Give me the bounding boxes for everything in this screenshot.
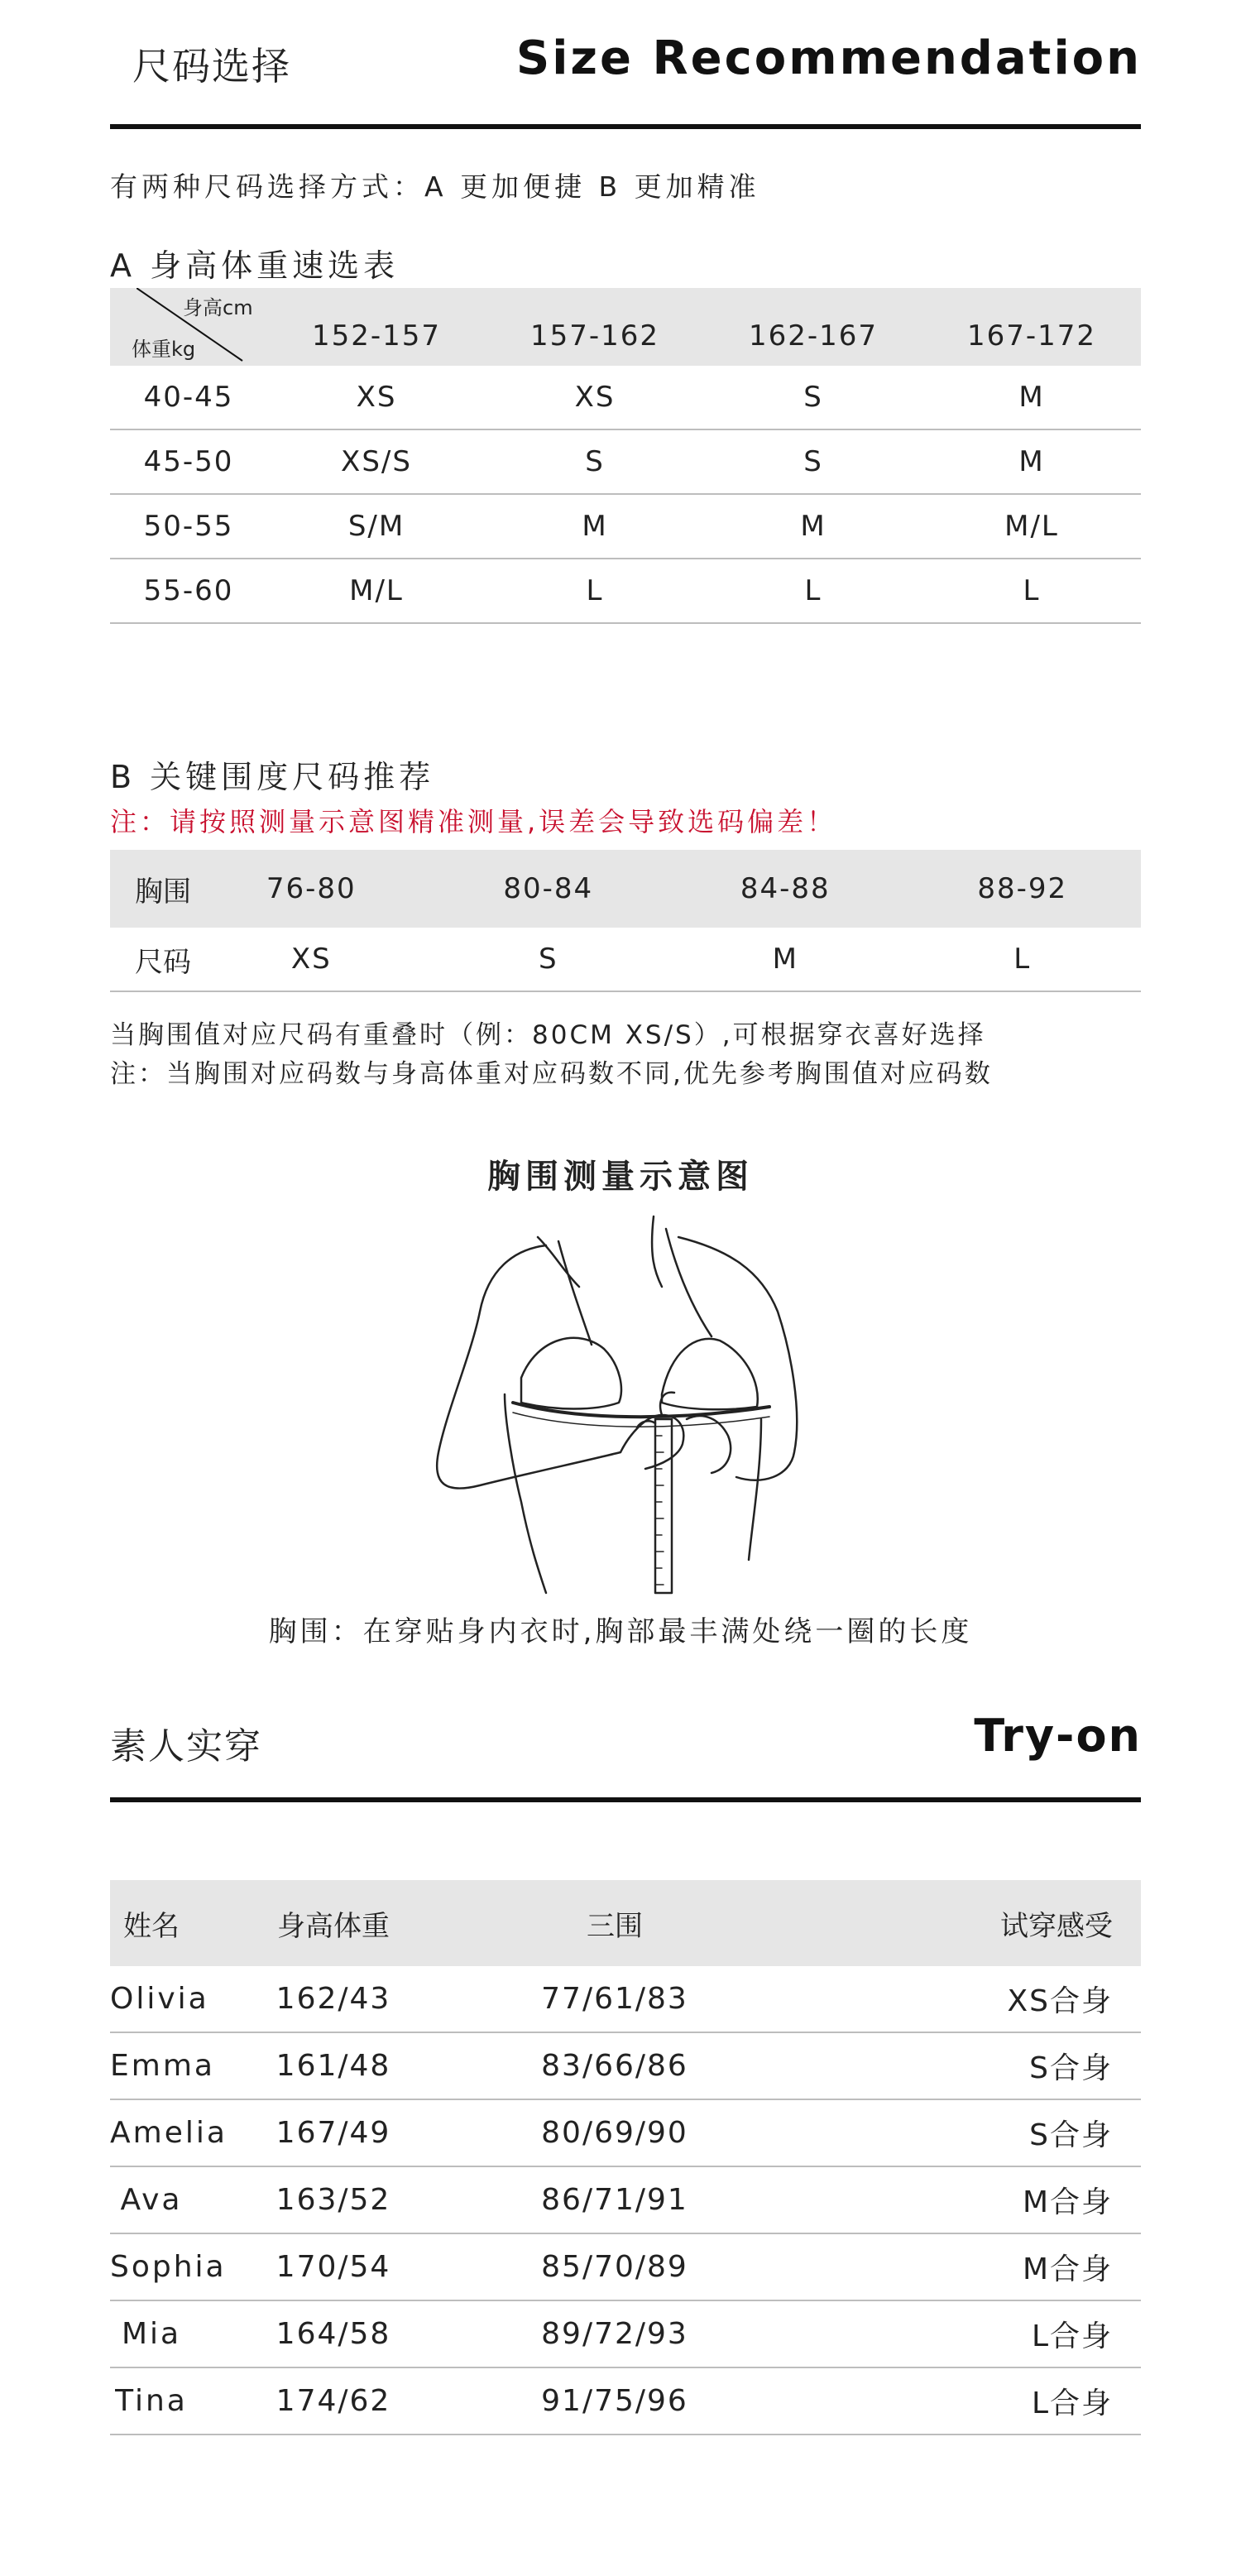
bust-range-cell: 88-92: [977, 872, 1068, 905]
fit-feedback: S合身: [1029, 2051, 1113, 2085]
bust-range-cell: 76-80: [266, 872, 357, 905]
column-header: 162-167: [748, 319, 879, 353]
measurements: 77/61/83: [541, 1982, 688, 2016]
section-title-cn: 尺码选择: [132, 44, 291, 89]
size-cell: L: [586, 574, 604, 607]
size-cell: L: [1013, 943, 1032, 976]
size-cell: L: [1023, 574, 1041, 607]
measurements: 86/71/91: [541, 2183, 688, 2217]
table-header: [110, 288, 1141, 366]
bust-range-cell: 80-84: [503, 872, 594, 905]
tester-name: Olivia: [110, 1982, 209, 2016]
table-row: [110, 366, 1141, 430]
table-row: [110, 2100, 1141, 2167]
corner-label-weight: 体重kg: [132, 338, 196, 361]
height-weight: 164/58: [276, 2317, 391, 2351]
tester-name: Tina: [115, 2384, 188, 2418]
height-weight: 174/62: [276, 2384, 391, 2418]
tester-name: Ava: [120, 2183, 183, 2217]
tester-name: Amelia: [110, 2116, 228, 2150]
size-cell: S: [585, 445, 605, 478]
tryon-divider: [110, 1797, 1141, 1802]
table-row: [110, 2301, 1141, 2368]
size-cell: S: [803, 445, 823, 478]
column-header: 152-157: [311, 319, 442, 353]
intro-text: 有两种尺码选择方式：A 更加便捷 B 更加精准: [110, 170, 760, 203]
column-header: 姓名: [123, 1909, 180, 1943]
overlap-note: 当胸围值对应尺码有重叠时（例：80CM XS/S）,可根据穿衣喜好选择: [110, 1020, 986, 1050]
header-divider: [110, 124, 1141, 129]
size-cell: XS: [356, 381, 397, 414]
table-row: [110, 2234, 1141, 2301]
table-row: [110, 928, 1141, 992]
tryon-table: [110, 1880, 1141, 2435]
bust-size-table: [110, 850, 1141, 992]
table-row: [110, 1966, 1141, 2033]
fit-feedback: L合身: [1031, 2387, 1113, 2420]
measurements: 80/69/90: [541, 2116, 688, 2150]
table-row: [110, 430, 1141, 495]
table-row: [110, 850, 1141, 928]
fit-feedback: XS合身: [1007, 1984, 1113, 2018]
table-header: [110, 1880, 1141, 1966]
fit-feedback: S合身: [1029, 2118, 1113, 2152]
tester-name: Emma: [110, 2049, 215, 2083]
size-cell: L: [804, 574, 822, 607]
height-weight: 163/52: [276, 2183, 391, 2217]
fit-feedback: M合身: [1022, 2252, 1113, 2286]
size-cell: M: [1018, 381, 1045, 414]
height-weight: 170/54: [276, 2250, 391, 2284]
size-cell: M: [1018, 445, 1045, 478]
column-header: 三围: [587, 1909, 643, 1943]
table-row: [110, 559, 1141, 624]
size-cell: XS/S: [341, 445, 412, 478]
column-header: 157-162: [529, 319, 660, 353]
size-cell: S: [803, 381, 823, 414]
measurement-warning: 注：请按照测量示意图精准测量,误差会导致选码偏差！: [110, 806, 837, 837]
column-header: 167-172: [966, 319, 1097, 353]
size-cell: XS: [290, 943, 332, 976]
column-header: 身高体重: [277, 1909, 390, 1943]
measurements: 89/72/93: [541, 2317, 688, 2351]
table-row: [110, 2167, 1141, 2234]
measurements: 83/66/86: [541, 2049, 688, 2083]
section-b-title: B 关键围度尺码推荐: [110, 759, 435, 795]
tryon-title-en: Try-on: [974, 1710, 1142, 1762]
diagram-title: 胸围测量示意图: [487, 1158, 754, 1196]
tryon-title-cn: 素人实穿: [110, 1725, 262, 1768]
row-weight: 55-60: [143, 574, 234, 607]
table-row: [110, 2368, 1141, 2435]
size-cell: XS: [574, 381, 616, 414]
bust-range-cell: 84-88: [740, 872, 831, 905]
fit-feedback: L合身: [1031, 2319, 1113, 2353]
size-cell: M: [800, 510, 827, 543]
row-label: 尺码: [135, 945, 191, 979]
section-a-title: A 身高体重速选表: [110, 247, 400, 284]
tester-name: Sophia: [110, 2250, 227, 2284]
size-cell: M: [772, 943, 798, 976]
row-weight: 45-50: [143, 445, 234, 478]
measurements: 91/75/96: [541, 2384, 688, 2418]
row-weight: 40-45: [143, 381, 234, 414]
priority-note: 注：当胸围对应码数与身高体重对应码数不同,优先参考胸围值对应码数: [110, 1059, 993, 1089]
measurements: 85/70/89: [541, 2250, 688, 2284]
size-cell: M/L: [349, 574, 404, 607]
bust-measurement-illustration: [414, 1204, 827, 1605]
size-cell: M/L: [1004, 510, 1059, 543]
size-cell: M: [582, 510, 608, 543]
height-weight: 162/43: [276, 1982, 391, 2016]
tester-name: Mia: [121, 2317, 182, 2351]
size-cell: S: [538, 943, 558, 976]
height-weight: 167/49: [276, 2116, 391, 2150]
table-row: [110, 2033, 1141, 2100]
column-header: 试穿感受: [1000, 1909, 1113, 1943]
height-weight: 161/48: [276, 2049, 391, 2083]
row-label: 胸围: [135, 875, 191, 909]
table-row: [110, 495, 1141, 559]
section-title-en: Size Recommendation: [515, 31, 1142, 85]
height-weight-table: [110, 288, 1141, 624]
row-weight: 50-55: [143, 510, 234, 543]
corner-label-height: 身高cm: [183, 296, 253, 319]
size-cell: S/M: [347, 510, 405, 543]
diagram-caption: 胸围：在穿贴身内衣时,胸部最丰满处绕一圈的长度: [268, 1615, 973, 1648]
fit-feedback: M合身: [1022, 2185, 1113, 2219]
